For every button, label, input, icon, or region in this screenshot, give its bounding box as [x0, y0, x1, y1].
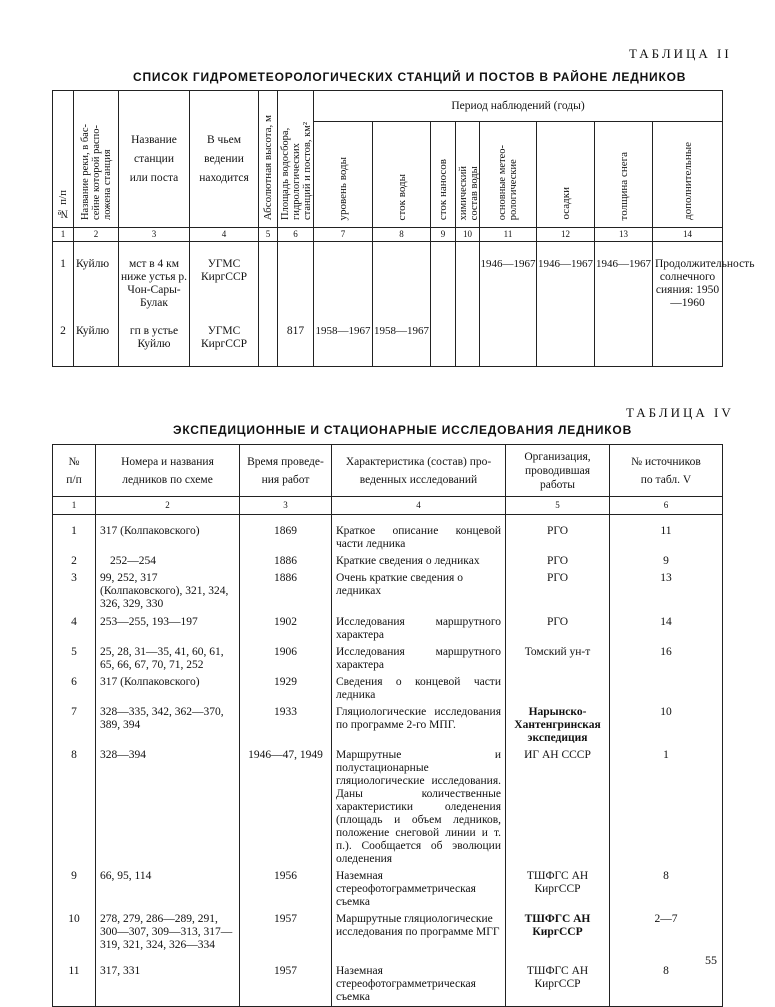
t2-col-numbers: 1 2 3 4 5 6 7 8 9 10 11 12 13 14 — [53, 228, 723, 242]
table4-label: ТАБЛИЦА IV — [626, 405, 734, 420]
table-row: 3 99, 252, 317 (Колпаковского), 321, 324, 326, 329, 330 1886 Очень краткие сведения о ледниках РГО 13 — [53, 570, 723, 614]
table-row: 8 328—394 1946—47, 1949 Маршрутные и полустационарные гляциологические исследования. Даны количественные характеристики оледенения (площадь и объем ледников, положение снеговой линии и т. п.). Сообщается об эволюции оледенения ИГ АН СССР 1 — [53, 747, 723, 868]
research-table — [52, 444, 723, 1007]
table-row: 10 278, 279, 286—289, 291, 300—307, 309—313, 317—319, 321, 324, 326—334 1957 Маршрутные гляциологические исследования по программе МГГ ТШФГС АН КиргССР 2—7 — [53, 911, 723, 963]
t4-header-glaciers: Номера и названия ледников по схеме — [96, 445, 240, 497]
table2-label: ТАБЛИЦА II — [629, 46, 732, 61]
t2-header-owner: В чьем ведении находится — [190, 91, 259, 228]
table-row: 5 25, 28, 31—35, 41, 60, 61, 65, 66, 67, 70, 71, 252 1906 Исследования маршрутного характера Томский ун-т 16 — [53, 644, 723, 674]
table-row: 6 317 (Колпаковского) 1929 Сведения о концевой части ледника — [53, 674, 723, 704]
table4-title: ЭКСПЕДИЦИОННЫЕ И СТАЦИОНАРНЫЕ ИССЛЕДОВАНИЯ ЛЕДНИКОВ — [173, 423, 633, 437]
table-row: 1 Куйлю мст в 4 км ниже устья р. Чон-Сары-Булак УГМС КиргССР 1946—1967 1946—1967 1946—1967 Продолжительность солнечного сияния: 1950—1960 — [53, 242, 723, 317]
t2-header-meteo: основные метео- рологические — [480, 122, 537, 228]
table-row: 2 Куйлю гп в устье Куйлю УГМС КиргССР 817 1958—1967 1958—1967 — [53, 317, 723, 367]
stations-table — [52, 90, 755, 367]
table-row: 4 253—255, 193—197 1902 Исследования маршрутного характера РГО 14 — [53, 614, 723, 644]
table-row: 7 328—335, 342, 362—370, 389, 394 1933 Гляциологические исследования по программе 2-го МПГ. Нарынско-Хантенгринская экспедиция 10 — [53, 704, 723, 747]
t2-header-precip: осадки — [537, 122, 595, 228]
t4-header-time: Время проведе- ния работ — [240, 445, 332, 497]
t4-header-org: Организация, проводившая работы — [506, 445, 610, 497]
t4-header-num: № п/п — [53, 445, 96, 497]
t2-header-river: Название реки, в бас- сейне которой распо- ложена станция — [74, 91, 119, 228]
t2-header-area: Площадь водосбора, гидрологических станций и постов, км² — [278, 91, 314, 228]
t2-header-sediment: сток наносов — [431, 122, 456, 228]
t4-header-character: Характеристика (состав) про- веденных исследований — [332, 445, 506, 497]
t2-header-period: Период наблюдений (годы) — [314, 91, 723, 122]
t2-header-altitude: Абсолютная высота, м — [259, 91, 278, 228]
t2-header-chemistry: химический состав воды — [456, 122, 480, 228]
t2-header-extra: дополнительные — [653, 122, 723, 228]
t2-header-flow: сток воды — [373, 122, 431, 228]
table-row: 11 317, 331 1957 Наземная стереофотограмметрическая съемка ТШФГС АН КиргССР 8 — [53, 963, 723, 1007]
t4-header-sources: № источников по табл. V — [610, 445, 723, 497]
t2-header-station: Название станции или поста — [119, 91, 190, 228]
t2-header-snow: толщина снега — [595, 122, 653, 228]
t2-header-num: № п/п — [53, 91, 74, 228]
table-row: 9 66, 95, 114 1956 Наземная стереофотограмметрическая съемка ТШФГС АН КиргССР 8 — [53, 868, 723, 911]
t2-header-level: уровень воды — [314, 122, 373, 228]
page-number: 55 — [705, 953, 717, 967]
t4-col-numbers: 1 2 3 4 5 6 — [53, 497, 723, 515]
table-row: 1 317 (Колпаковского) 1869 Краткое описание концевой части ледника РГО 11 — [53, 515, 723, 554]
table-row: 2 252—254 1886 Краткие сведения о ледниках РГО 9 — [53, 553, 723, 570]
table2-title: СПИСОК ГИДРОМЕТЕОРОЛОГИЧЕСКИХ СТАНЦИЙ И ПОСТОВ В РАЙОНЕ ЛЕДНИКОВ — [133, 70, 687, 84]
